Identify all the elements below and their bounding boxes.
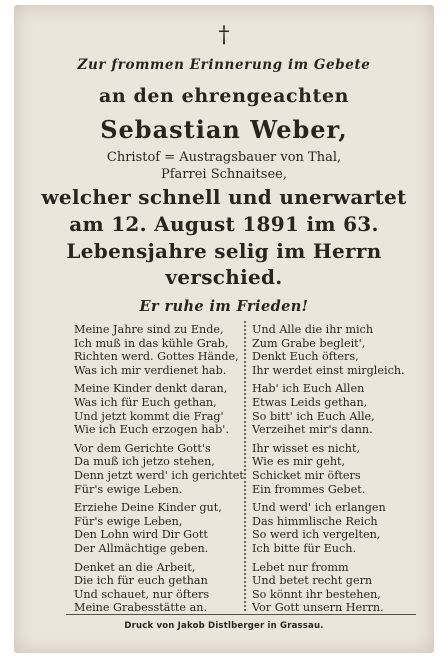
deceased-name: Sebastian Weber, [100,115,348,144]
poem-line: Der Allmächtige geben. [74,541,209,555]
poem-line: Meine Kinder denkt daran, [74,382,228,396]
poem-line: Etwas Leids gethan, [252,395,368,409]
poem-left-column [74,323,248,620]
poem-stanza [252,561,426,615]
poem-line: Richten werd. Gottes Hände, [74,350,239,364]
poem-stanza [74,382,248,436]
poem-line: Lebet nur fromm [252,560,349,574]
poem-line: Ich bitte für Euch. [252,541,357,555]
poem-stanza [252,382,426,436]
poem-line: Meine Grabesstätte an. [74,601,208,615]
poem-line: Schicket mir öfters [252,468,361,482]
poem-line: Denn jetzt werd' ich gerichtet [74,468,244,482]
poem-line: Da muß ich jetzo stehen, [74,455,215,469]
poem-line: Und betet recht gern [252,574,373,588]
poem-line: Und jetzt kommt die Frag' [74,409,224,423]
parish: Pfarrei Schnaitsee, [161,167,287,182]
poem-line: Verzeihet mir's dann. [252,423,373,437]
poem-line: Denkt Euch öfters, [252,350,359,364]
poem-line: Zum Grabe begleit', [252,336,366,350]
poem-line: Und schauet, nur öfters [74,587,210,601]
poem-stanza [252,442,426,496]
memorial-card [14,5,434,653]
text-line-3: Lebensjahre selig im Herrn [66,239,382,263]
poem-line: Und Alle die ihr mich [252,323,374,336]
poem-line: Was ich mir verdienet hab. [74,363,227,377]
poem-stanza [74,323,248,377]
poem-line: Für's ewige Leben. [74,482,183,496]
poem-line: Ich muß in das kühle Grab, [74,336,229,350]
poem-line: Und werd' ich erlangen [252,501,386,515]
poem-stanza [252,501,426,555]
poem-stanza [74,501,248,555]
poem-line: Die ich für euch gethan [74,574,208,588]
poem-right-column [252,323,426,620]
poem-line: Für's ewige Leben, [74,514,183,528]
poem-line: So bitt' ich Euch Alle, [252,409,375,423]
poem-line: So könnt ihr bestehen, [252,587,381,601]
poem-line: Meine Jahre sind zu Ende, [74,323,224,336]
poem-line: Ihr werdet einst mirgleich. [252,363,405,377]
dedication: an den ehrengeachten [98,85,350,107]
poem-stanza [252,323,426,377]
text-line-2: am 12. August 1891 im 63. [69,212,379,236]
poem-line: Den Lohn wird Dir Gott [74,528,208,542]
poem-line: Was ich für Euch gethan, [74,395,217,409]
poem-line: Das himmlische Reich [252,514,378,528]
printer-credit: Druck von Jakob Distlberger in Grassau. [124,621,324,631]
poem-line: So werd ich vergelten, [252,528,381,542]
poem-line: Vor Gott unsern Herrn. [252,601,384,615]
poem-stanza [74,561,248,615]
motto: Er ruhe im Frieden! [139,298,309,315]
poem-line: Wie es mir geht, [252,455,346,469]
poem-stanza [74,442,248,496]
heading: Zur frommen Erinnerung im Gebete [77,57,371,73]
poem-line: Ein frommes Gebet. [252,482,366,496]
footer-rule [66,614,416,615]
poem-line: Ihr wisset es nicht, [252,441,361,455]
occupation: Christof = Austragsbauer von Thal, [106,150,342,165]
cross-icon: † [218,23,230,48]
poem-line: Vor dem Gerichte Gott's [74,441,211,455]
text-line-1: welcher schnell und unerwartet [41,185,407,209]
poem-line: Wie ich Euch erzogen hab'. [74,423,229,437]
poem-line: Erziehe Deine Kinder gut, [74,501,222,515]
poem-line: Denket an die Arbeit, [74,560,196,574]
text-line-4: verschied. [165,265,283,289]
poem-line: Hab' ich Euch Allen [252,382,365,396]
